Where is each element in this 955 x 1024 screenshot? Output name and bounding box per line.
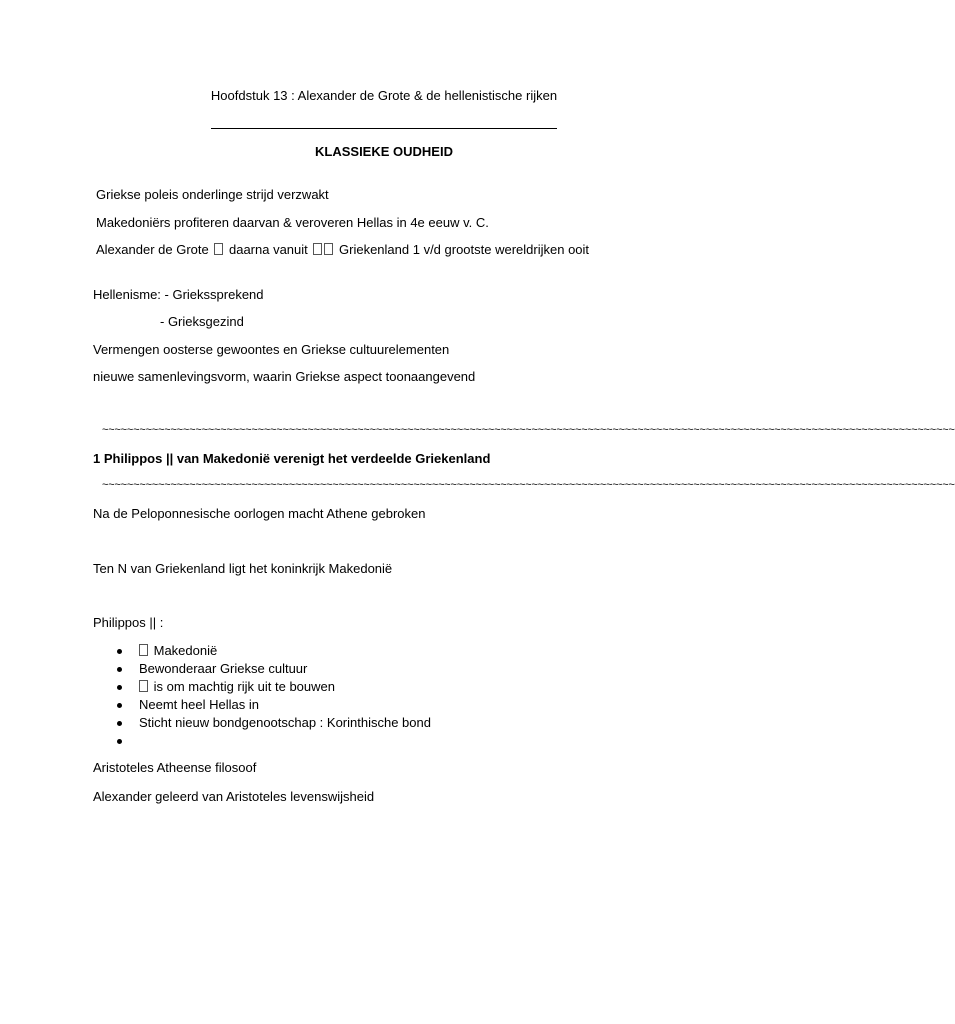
hellenism-line-2: - Grieksgezind [160,314,244,329]
bullet-text: Sticht nieuw bondgenootschap : Korinthische bond [139,715,431,730]
chapter-title: Hoofdstuk 13 : Alexander de Grote & de hellenistische rijken [210,88,558,103]
alexander-part-2: daarna vanuit [228,242,308,257]
bullet-icon [117,739,122,744]
bullet-text: Neemt heel Hellas in [139,697,259,712]
bullet-icon [117,685,122,690]
arrow-icon [139,644,148,656]
arrow-icon [139,680,148,692]
bullet-icon [117,649,122,654]
arrow-icon [324,243,333,255]
philippos-bullet-list [93,642,431,750]
alexander-part-3: Griekenland 1 v/d grootste wereldrijken ooit [339,242,590,257]
philippos-label: Philippos || : [93,615,164,630]
paragraph-2: Ten N van Griekenland ligt het koninkrijk Makedonië [93,561,393,576]
bullet-text: is om machtig rijk uit te bouwen [153,679,335,694]
list-item [93,696,431,714]
intro-line-3 [96,242,589,258]
hellenism-line-3: Vermengen oosterse gewoontes en Griekse cultuurelementen [93,342,450,357]
list-item [93,714,431,732]
alexander-part-1: Alexander de Grote [96,242,209,257]
intro-line-1: Griekse poleis onderlinge strijd verzwakt [96,187,329,202]
tilde-divider-bottom: ~~~~~~~~~~~~~~~~~~~~~~~~~~~~~~~~~~~~~~~~~~~~~~~~~~~~~~~~~~~~~~~~~~~~~~~~~~~~~~~~~~~~~~~~~~~~~~~~~~~~~~~~~~~~~~~~~~~~~~~~~~~~~~~~~~~~~~~~~ [102,479,955,491]
arrow-icon [313,243,322,255]
section-1-heading: 1 Philippos || van Makedonië verenigt het verdeelde Griekenland [93,451,491,466]
hellenism-line-4: nieuwe samenlevingsvorm, waarin Griekse aspect toonaangevend [93,369,476,384]
title-underline [211,128,557,129]
paragraph-4: Alexander geleerd van Aristoteles levenswijsheid [93,789,375,804]
list-item [93,660,431,678]
hellenism-line-1: Hellenisme: - Griekssprekend [93,287,264,302]
tilde-divider-top: ~~~~~~~~~~~~~~~~~~~~~~~~~~~~~~~~~~~~~~~~~~~~~~~~~~~~~~~~~~~~~~~~~~~~~~~~~~~~~~~~~~~~~~~~~~~~~~~~~~~~~~~~~~~~~~~~~~~~~~~~~~~~~~~~~~~~~~~~~ [102,424,955,436]
arrow-icon [214,243,223,255]
bullet-icon [117,721,122,726]
paragraph-3: Aristoteles Atheense filosoof [93,760,257,775]
section-label: KLASSIEKE OUDHEID [315,144,453,159]
paragraph-1: Na de Peloponnesische oorlogen macht Athene gebroken [93,506,426,521]
intro-line-2: Makedoniërs profiteren daarvan & veroveren Hellas in 4e eeuw v. C. [96,215,489,230]
bullet-text: Bewonderaar Griekse cultuur [139,661,308,676]
bullet-icon [117,667,122,672]
bullet-text: Makedonië [153,643,218,658]
bullet-icon [117,703,122,708]
list-item [93,642,431,660]
list-item [93,678,431,696]
list-item [93,732,431,750]
